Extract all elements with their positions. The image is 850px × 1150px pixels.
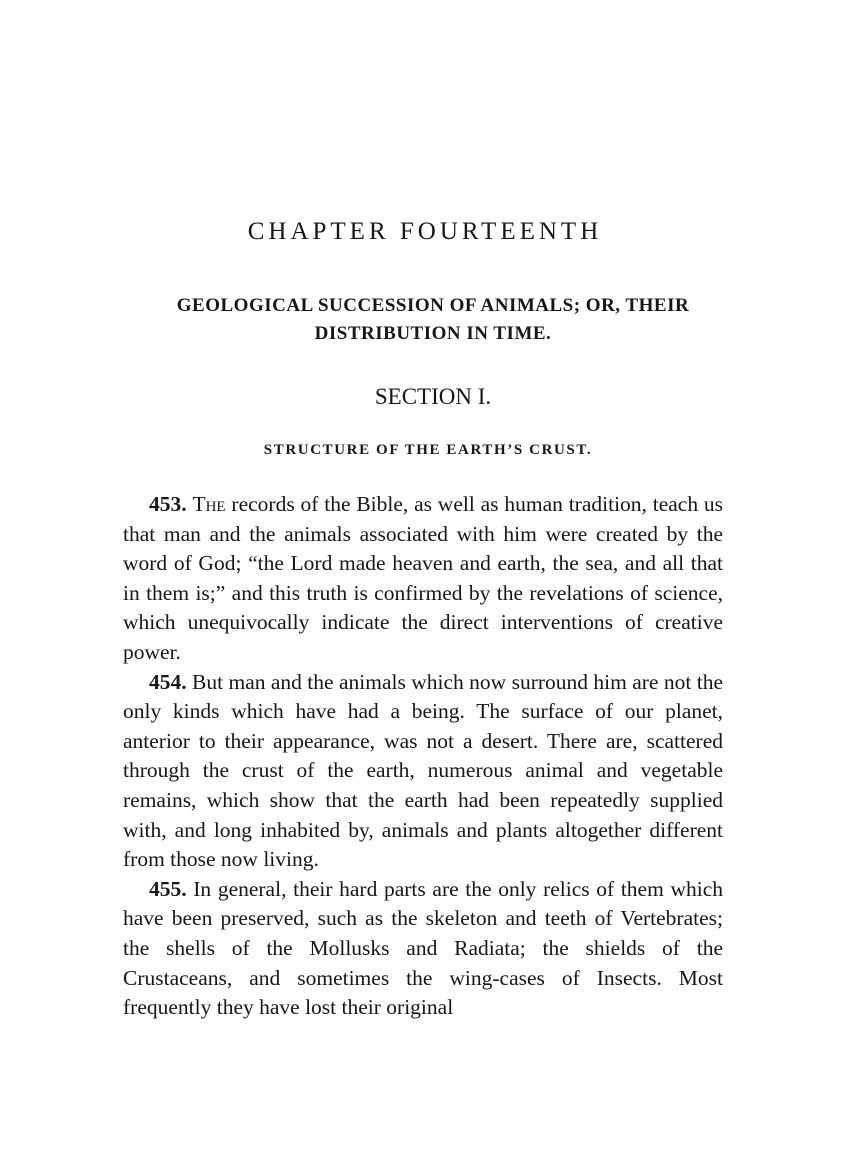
- body-text: [123, 490, 723, 1023]
- section-subheading: STRUCTURE OF THE EARTH’S CRUST.: [263, 442, 593, 458]
- paragraph-number: 454.: [149, 669, 187, 694]
- chapter-title: CHAPTER FOURTEENTH: [247, 218, 603, 245]
- section-heading: SECTION I.: [374, 384, 492, 409]
- chapter-subtitle: [0, 292, 850, 348]
- paragraph-454: [123, 668, 723, 875]
- paragraph-text: records of the Bible, as well as human tradition, teach us that man and the animals associated with him were created by the word of God; “the Lord made heaven and earth, the sea, and all that in them is;” and this truth is confirmed by the revelations of science, which unequivocally indicate the direct interventions of creative power.: [123, 492, 724, 664]
- paragraph-number: 453.: [149, 492, 187, 516]
- paragraph-text: In general, their hard parts are the only relics of them which have been preserved, such as the skeleton and teeth of Vertebrates; the shells of the Mollusks and Radiata; the shields of the Crustaceans, and sometimes the wing-cases of Insects. Most frequently they have lost their original: [123, 876, 723, 1020]
- paragraph-number: 455.: [149, 876, 187, 901]
- paragraph-453: [123, 490, 723, 668]
- chapter-subtitle-line-1: GEOLOGICAL SUCCESSION OF ANIMALS; OR, THEIR: [176, 295, 690, 316]
- paragraph-lead-word: The: [192, 492, 226, 516]
- paragraph-text: But man and the animals which now surround him are not the only kinds which have had a being. The surface of our planet, anterior to their appearance, was not a desert. There are, scattered through the crust of the earth, numerous animal and vegetable remains, which show that the earth had been repeatedly supplied with, and long inhabited by, animals and plants altogether different from those now living.: [123, 669, 723, 872]
- chapter-subtitle-line-2: DISTRIBUTION IN TIME.: [314, 323, 552, 344]
- paragraph-455: [123, 875, 723, 1023]
